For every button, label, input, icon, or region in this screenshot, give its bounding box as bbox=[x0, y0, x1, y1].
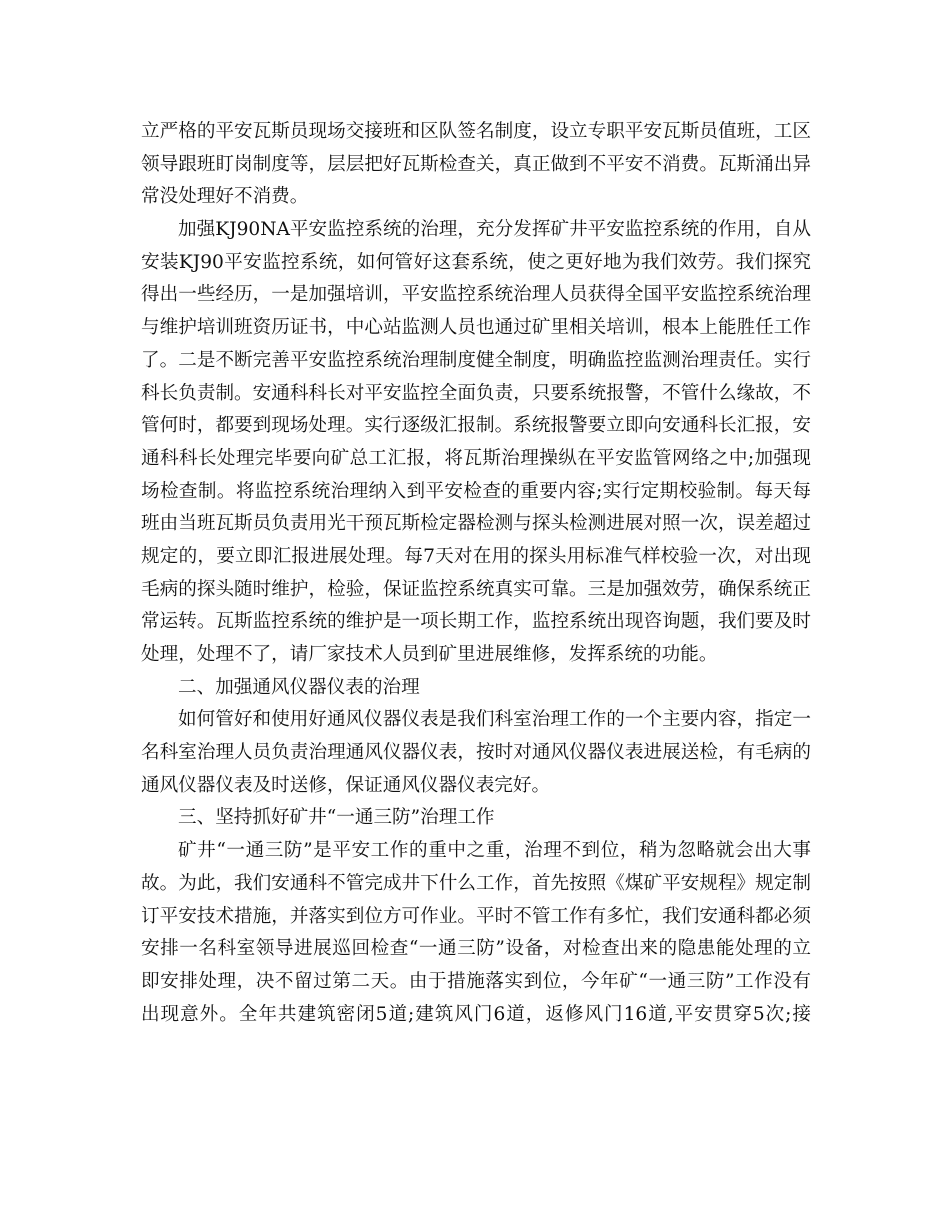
text-line: 场检查制。将监控系统治理纳入到平安检查的重要内容;实行定期校验制。每天每 bbox=[141, 480, 811, 502]
text-line: 矿井“一通三防”是平安工作的重中之重，治理不到位，稍为忽略就会出大事 bbox=[178, 840, 811, 862]
text-line: 出现意外。全年共建筑密闭5道;建筑风门6道，返修风门16道,平安贯穿5次;接 bbox=[141, 1003, 811, 1025]
text-line: 毛病的探头随时维护，检验，保证监控系统真实可靠。三是加强效劳，确保系统正 bbox=[141, 578, 811, 600]
text-line: 安装KJ90平安监控系统，如何管好这套系统，使之更好地为我们效劳。我们探究 bbox=[141, 251, 811, 273]
text-line: 三、坚持抓好矿井“一通三防”治理工作 bbox=[178, 807, 495, 829]
text-line: 通风仪器仪表及时送修，保证通风仪器仪表完好。 bbox=[141, 774, 551, 796]
document-body-text bbox=[141, 116, 811, 1031]
text-line: 订平安技术措施，并落实到位方可作业。平时不管工作有多忙，我们安通科都必须 bbox=[141, 905, 811, 927]
text-line: 即安排处理，决不留过第二天。由于措施落实到位，今年矿“一通三防”工作没有 bbox=[141, 970, 811, 992]
text-line: 处理，处理不了，请厂家技术人员到矿里进展维修，发挥系统的功能。 bbox=[141, 644, 718, 665]
text-line: 名科室治理人员负责治理通风仪器仪表，按时对通风仪器仪表进展送检，有毛病的 bbox=[141, 742, 811, 764]
text-line: 与维护培训班资历证书，中心站监测人员也通过矿里相关培训，根本上能胜任工作 bbox=[141, 317, 811, 339]
text-line: 安排一名科室领导进展巡回检查“一通三防”设备，对检查出来的隐患能处理的立 bbox=[141, 938, 811, 960]
text-line: 领导跟班盯岗制度等，层层把好瓦斯检查关，真正做到不平安不消费。瓦斯涌出异 bbox=[141, 153, 811, 175]
text-line: 加强KJ90NA平安监控系统的治理，充分发挥矿井平安监控系统的作用，自从 bbox=[178, 219, 811, 241]
text-line: 管何时，都要到现场处理。实行逐级汇报制。系统报警要立即向安通科长汇报，安 bbox=[141, 415, 811, 437]
text-line: 通科科长处理完毕要向矿总工汇报，将瓦斯治理操纵在平安监管网络之中;加强现 bbox=[141, 447, 811, 469]
text-line: 班由当班瓦斯员负责用光干预瓦斯检定器检测与探头检测进展对照一次，误差超过 bbox=[141, 513, 811, 535]
text-line: 二、加强通风仪器仪表的治理 bbox=[178, 676, 420, 698]
text-line: 得出一些经历，一是加强培训，平安监控系统治理人员获得全国平安监控系统治理 bbox=[141, 284, 811, 306]
text-line: 故。为此，我们安通科不管完成井下什么工作，首先按照《煤矿平安规程》规定制 bbox=[141, 872, 811, 894]
text-line: 常没处理好不消费。 bbox=[141, 186, 309, 208]
text-line: 科长负责制。安通科科长对平安监控全面负责，只要系统报警，不管什么缘故，不 bbox=[141, 382, 811, 404]
text-line: 了。二是不断完善平安监控系统治理制度健全制度，明确监控监测治理责任。实行 bbox=[141, 349, 811, 371]
text-line: 立严格的平安瓦斯员现场交接班和区队签名制度，设立专职平安瓦斯员值班，工区 bbox=[141, 121, 811, 142]
text-line: 如何管好和使用好通风仪器仪表是我们科室治理工作的一个主要内容，指定一 bbox=[178, 709, 811, 731]
text-line: 规定的，要立即汇报进展处理。每7天对在用的探头用标准气样校验一次，对出现 bbox=[141, 545, 811, 567]
text-line: 常运转。瓦斯监控系统的维护是一项长期工作，监控系统出现咨询题，我们要及时 bbox=[141, 611, 811, 633]
